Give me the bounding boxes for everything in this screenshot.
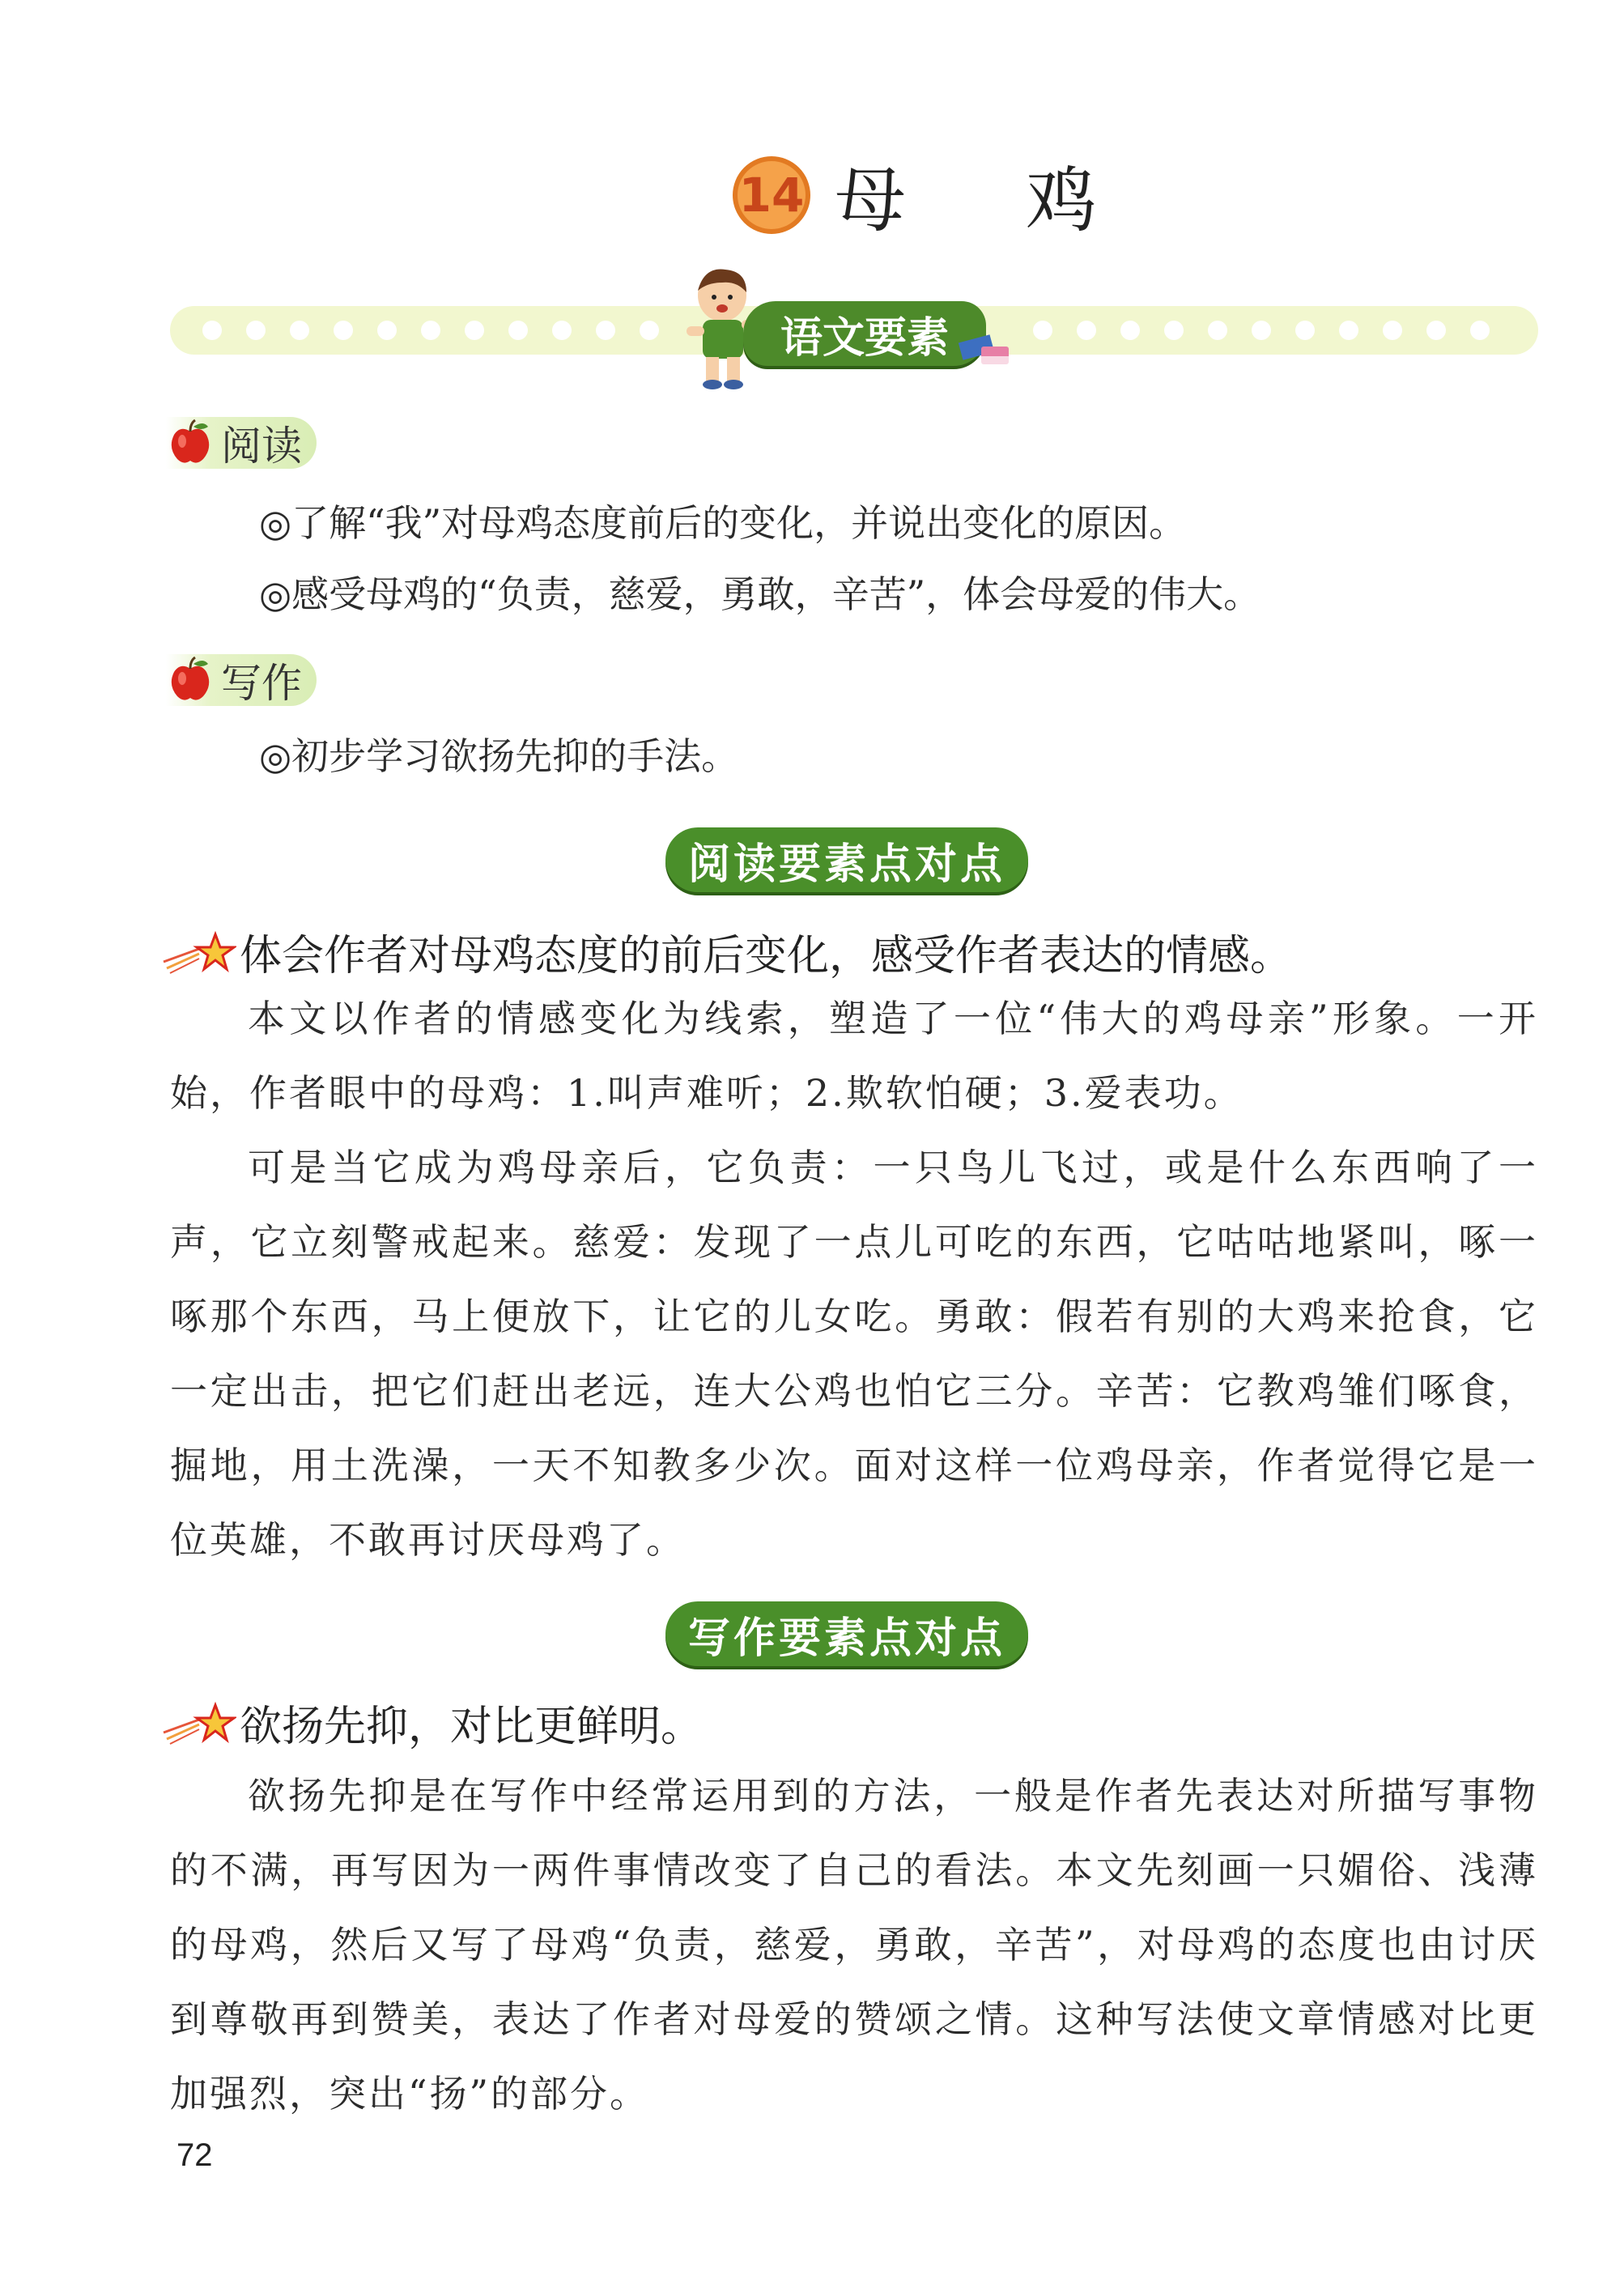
banner-dot xyxy=(1208,321,1227,340)
key-elements-banner: 语文要素 xyxy=(743,301,986,366)
writing-item-1: ◎初步学习欲扬先抑的手法。 xyxy=(259,734,739,778)
reading-points-paragraph-1: 本文以作者的情感变化为线索，塑造了一位“伟大的鸡母亲”形象。一开始，作者眼中的母鸡：1.叫声难听；2.欺软怕硬；3.爱表功。 xyxy=(170,997,1538,1115)
writing-points-paragraph-1: 欲扬先抑是在写作中经常运用到的方法，一般是作者先表达对所描写事物的不满，再写因为一两件事情改变了自己的看法。本文先刻画一只媚俗、浅薄的母鸡，然后又写了母鸡“负责，慈爱，勇敢，辛苦”，对母鸡的态度也由讨厌到尊敬再到赞美，表达了作者对母爱的赞颂之情。这种写法使文章情感对比更加强烈，突出“扬”的部分。 xyxy=(170,1774,1538,2116)
lesson-number-badge: 14 xyxy=(733,156,810,234)
writing-label-text: 写作 xyxy=(221,660,302,707)
banner-dot xyxy=(1252,321,1271,340)
reading-points-subheading xyxy=(162,921,1292,982)
banner-dot xyxy=(290,321,309,340)
apple-icon xyxy=(166,656,215,704)
banner-dot xyxy=(1120,321,1140,340)
banner-dot xyxy=(377,321,397,340)
banner-dot xyxy=(1383,321,1402,340)
lesson-title xyxy=(733,144,1146,246)
banner-dot xyxy=(1033,321,1052,340)
banner-dot xyxy=(465,321,484,340)
stationery-icon xyxy=(957,324,1014,369)
banner-dot xyxy=(1077,321,1096,340)
banner-dot xyxy=(1470,321,1490,340)
reading-label xyxy=(166,417,317,469)
reading-points-paragraph-2: 可是当它成为鸡母亲后，它负责：一只鸟儿飞过，或是什么东西响了一声，它立刻警戒起来。慈爱：发现了一点儿可吃的东西，它咕咕地紧叫，啄一啄那个东西，马上便放下，让它的儿女吃。勇敢：假若有别的大鸡来抢食，它一定出击，把它们赶出老远，连大公鸡也怕它三分。辛苦：它教鸡雏们啄食，掘地，用土洗澡，一天不知教多少次。面对这样一位鸡母亲，作者觉得它是一位英雄，不敢再讨厌母鸡了。 xyxy=(170,1146,1538,1562)
reading-item-1: ◎了解“我”对母鸡态度前后的变化，并说出变化的原因。 xyxy=(259,501,1187,545)
shooting-star-icon xyxy=(162,929,236,975)
banner-dot xyxy=(1426,321,1446,340)
banner-dot xyxy=(640,321,659,340)
banner-dot xyxy=(508,321,528,340)
writing-points-subheading xyxy=(162,1692,703,1753)
banner-dot xyxy=(1295,321,1315,340)
banner-dot xyxy=(1339,321,1358,340)
banner-dot xyxy=(246,321,266,340)
banner-dot xyxy=(202,321,222,340)
banner-dot xyxy=(552,321,572,340)
banner-dot xyxy=(1164,321,1184,340)
banner-dot xyxy=(334,321,353,340)
shooting-star-icon xyxy=(162,1700,236,1746)
reading-points-subheading-text: 体会作者对母鸡态度的前后变化，感受作者表达的情感。 xyxy=(240,932,1293,980)
writing-label xyxy=(166,654,317,706)
reading-item-2: ◎感受母鸡的“负责，慈爱，勇敢，辛苦”，体会母爱的伟大。 xyxy=(259,572,1261,616)
reading-points-heading: 阅读要素点对点 xyxy=(665,827,1028,892)
writing-points-heading: 写作要素点对点 xyxy=(665,1601,1028,1666)
writing-points-subheading-text: 欲扬先抑，对比更鲜明。 xyxy=(240,1703,704,1751)
banner-dot xyxy=(421,321,440,340)
apple-icon xyxy=(166,419,215,467)
page-number: 72 xyxy=(176,2137,213,2173)
banner-dot xyxy=(596,321,615,340)
reading-label-text: 阅读 xyxy=(221,423,302,470)
lesson-title-text: 母 鸡 xyxy=(835,159,1146,242)
